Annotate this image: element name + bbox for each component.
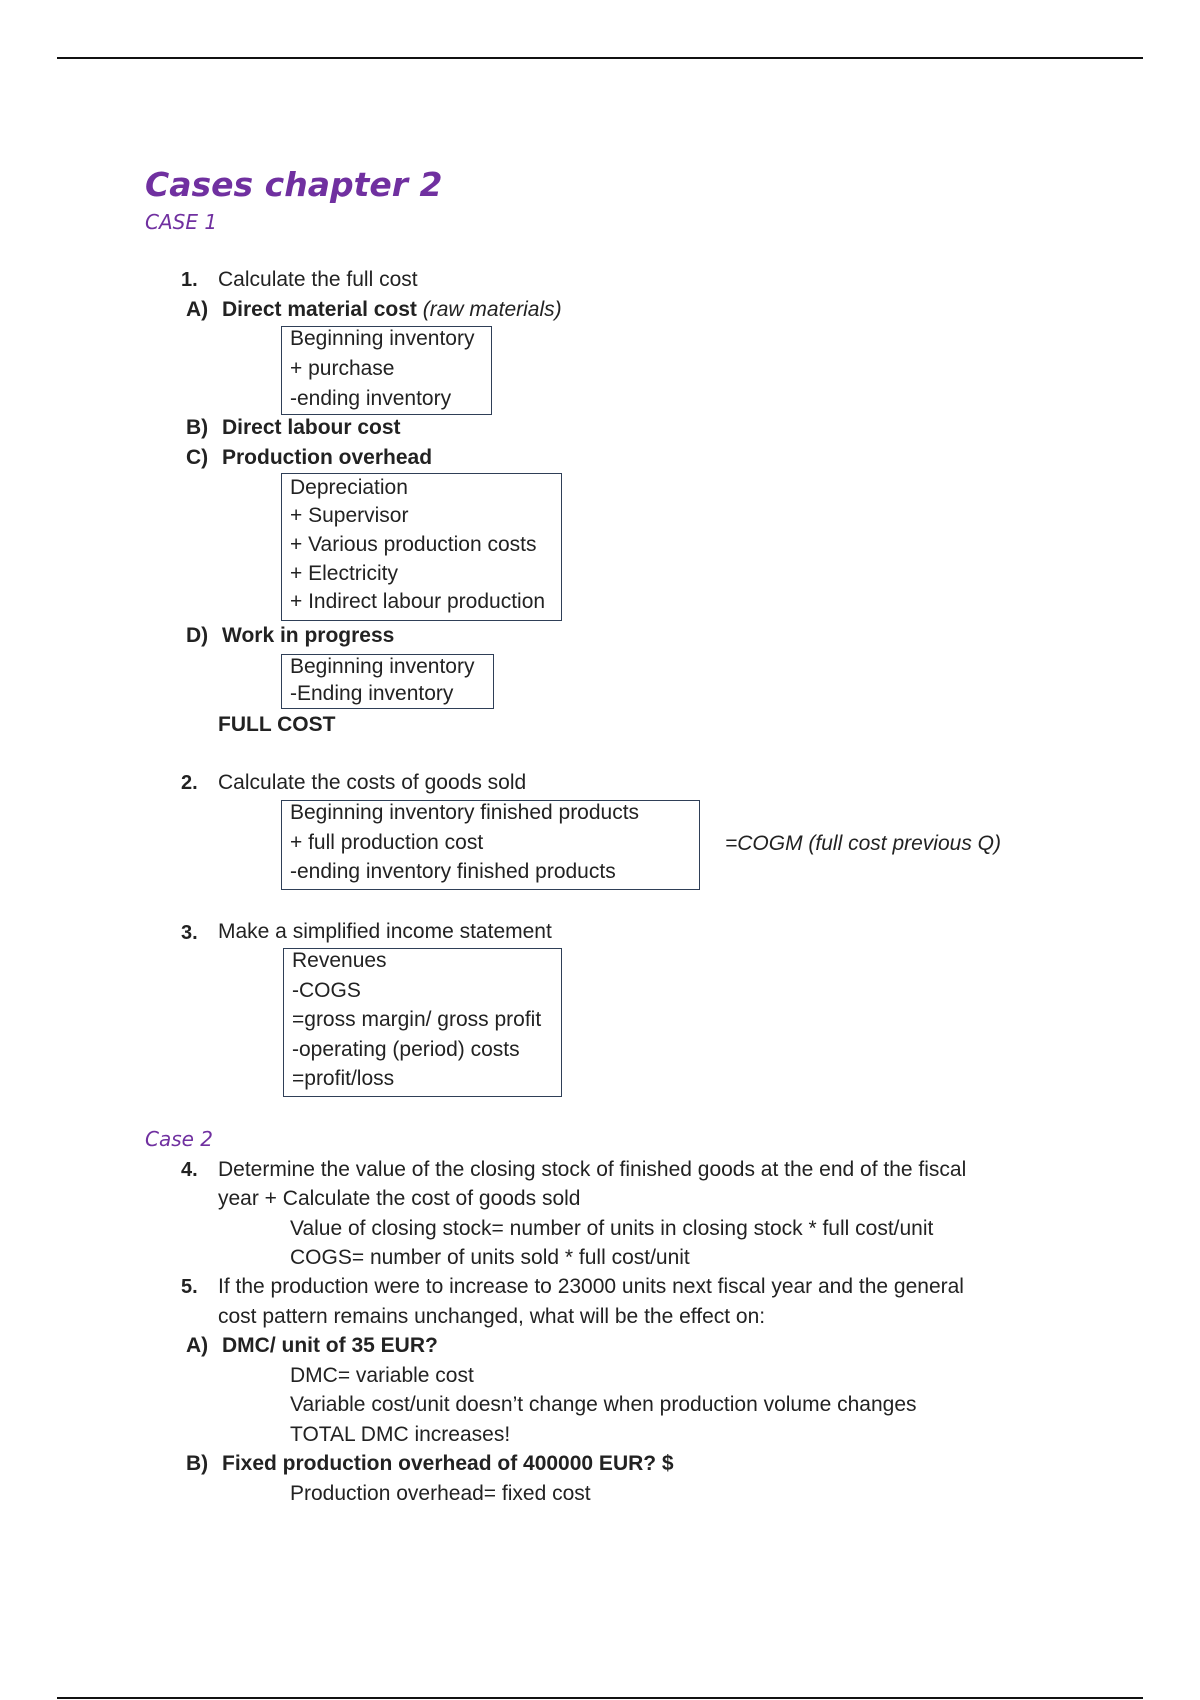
top-rule	[57, 57, 1143, 59]
q1a-box-line: Beginning inventory	[290, 327, 475, 350]
q3-box-line: =profit/loss	[292, 1067, 395, 1090]
q1c-box-line: + Indirect labour production	[290, 590, 546, 613]
q5-number: 5.	[181, 1276, 198, 1298]
q1d-box-line: Beginning inventory	[290, 655, 475, 678]
q5-text-line1: If the production were to increase to 23000 units next fiscal year and the general	[218, 1275, 964, 1298]
q3-box-line: -COGS	[292, 979, 361, 1002]
q5b-label: Fixed production overhead of 400000 EUR? $	[222, 1452, 674, 1475]
cogm-note: =COGM (full cost previous Q)	[725, 832, 1001, 855]
q5a-answer: Variable cost/unit doesn’t change when production volume changes	[290, 1393, 917, 1416]
q1a-label: Direct material cost	[222, 298, 417, 321]
q1a-formula-box	[281, 326, 492, 415]
full-cost-label: FULL COST	[218, 713, 336, 736]
q3-income-statement-box	[283, 948, 562, 1097]
q1b-letter: B)	[186, 416, 209, 439]
q2-number: 2.	[181, 772, 198, 794]
q4-text-line1: Determine the value of the closing stock of finished goods at the end of the fiscal	[218, 1158, 967, 1181]
q5a-letter: A)	[186, 1334, 209, 1357]
q5-text-line2: cost pattern remains unchanged, what will be the effect on:	[218, 1305, 766, 1328]
q1c-formula-box	[281, 473, 562, 621]
q2-formula-box	[281, 800, 700, 890]
q3-box-line: =gross margin/ gross profit	[292, 1008, 542, 1031]
q5a-answer: TOTAL DMC increases!	[290, 1423, 511, 1446]
q1-text: Calculate the full cost	[218, 268, 418, 291]
q2-box-line: -ending inventory finished products	[290, 860, 616, 883]
case1-heading: CASE 1	[145, 210, 218, 234]
page-title: Cases chapter 2	[145, 165, 443, 204]
q1-number: 1.	[181, 269, 198, 291]
q1c-box-line: + Electricity	[290, 562, 398, 585]
q1a-letter: A)	[186, 298, 209, 321]
q2-box-line: Beginning inventory finished products	[290, 801, 640, 824]
q4-answer: COGS= number of units sold * full cost/unit	[290, 1246, 690, 1269]
q1b-label: Direct labour cost	[222, 416, 401, 439]
q1d-box-line: -Ending inventory	[290, 682, 454, 705]
q1a-heading	[222, 298, 562, 322]
q1d-label: Work in progress	[222, 624, 395, 647]
q3-box-line: Revenues	[292, 949, 387, 972]
q1a-box-line: -ending inventory	[290, 387, 452, 410]
q3-number: 3.	[181, 922, 198, 944]
q2-box-line: + full production cost	[290, 831, 484, 854]
q1d-letter: D)	[186, 624, 209, 647]
q2-text: Calculate the costs of goods sold	[218, 771, 527, 794]
q1a-note: (raw materials)	[422, 298, 562, 321]
q1c-box-line: + Various production costs	[290, 533, 537, 556]
q1c-label: Production overhead	[222, 446, 433, 469]
q1c-box-line: + Supervisor	[290, 504, 409, 527]
q1a-box-line: + purchase	[290, 357, 395, 380]
q5b-answer: Production overhead= fixed cost	[290, 1482, 591, 1505]
q1c-letter: C)	[186, 446, 209, 469]
q5b-letter: B)	[186, 1452, 209, 1475]
bottom-rule	[57, 1697, 1143, 1699]
q3-box-line: -operating (period) costs	[292, 1038, 520, 1061]
q1c-box-line: Depreciation	[290, 476, 408, 499]
q1d-formula-box	[281, 654, 494, 709]
q4-number: 4.	[181, 1159, 198, 1181]
q4-text-line2: year + Calculate the cost of goods sold	[218, 1187, 581, 1210]
case2-heading: Case 2	[145, 1127, 214, 1151]
q5a-answer: DMC= variable cost	[290, 1364, 474, 1387]
q4-answer: Value of closing stock= number of units in closing stock * full cost/unit	[290, 1217, 934, 1240]
q5a-label: DMC/ unit of 35 EUR?	[222, 1334, 438, 1357]
q3-text: Make a simplified income statement	[218, 920, 552, 943]
